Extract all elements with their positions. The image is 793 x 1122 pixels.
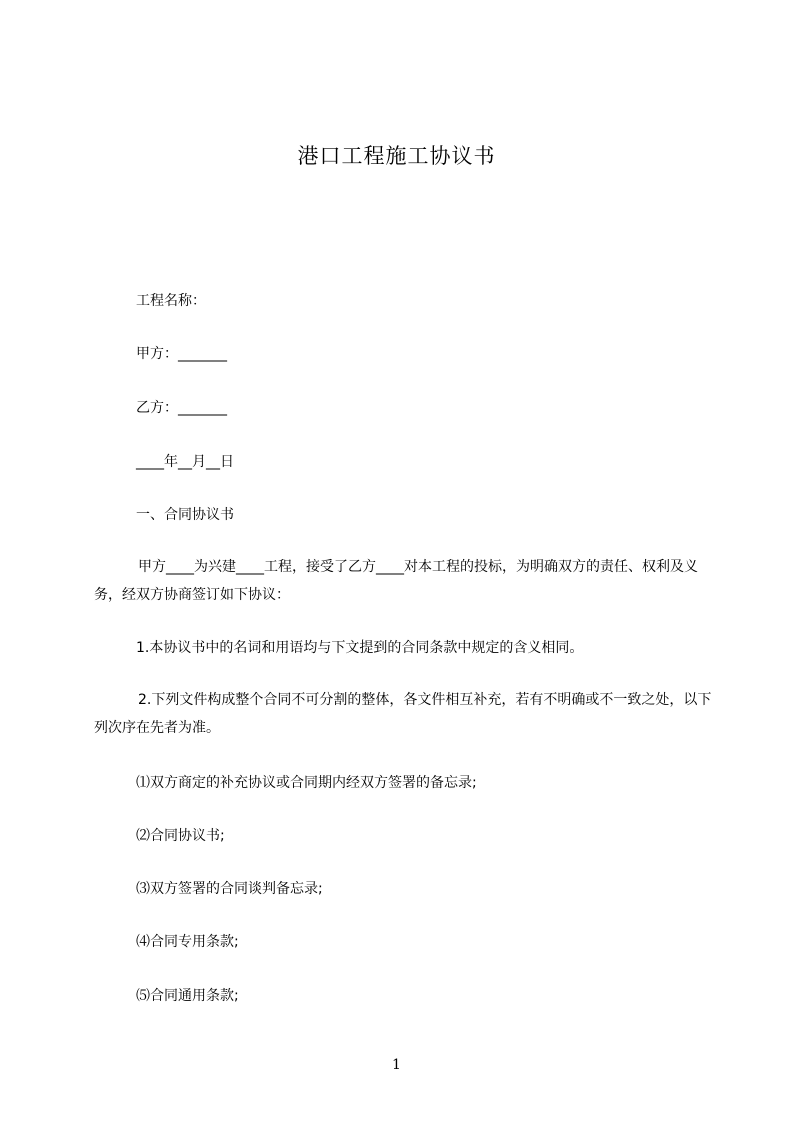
intro-paragraph: 甲方____为兴建____工程，接受了乙方____对本工程的投标，为明确双方的责任、权利及义务，经双方协商签订如下协议： [94, 559, 698, 603]
list-item: ⑶双方签署的合同谈判备忘录; [136, 881, 323, 897]
list-item: ⑴双方商定的补充协议或合同期内经双方签署的备忘录; [136, 775, 477, 791]
document-title: 港口工程施工协议书 [297, 144, 496, 168]
list-item: ⑵合同协议书; [136, 828, 225, 844]
list-item: ⑷合同专用条款; [136, 934, 239, 950]
party-b-field: 乙方：_______ [136, 400, 227, 416]
date-field: ____年__月__日 [136, 454, 234, 470]
clause-item: 2.下列文件构成整个合同不可分割的整体，各文件相互补充，若有不明确或不一致之处，以下列次序在先者为准。 [94, 692, 712, 736]
clause-item: 1.本协议书中的名词和用语均与下文提到的合同条款中规定的含义相同。 [136, 640, 584, 656]
page-number: 1 [392, 1057, 401, 1073]
list-item: ⑸合同通用条款; [136, 988, 239, 1004]
project-name-field: 工程名称： [136, 293, 206, 309]
party-a-field: 甲方：_______ [136, 346, 227, 362]
section-heading: 一、合同协议书 [136, 507, 234, 523]
